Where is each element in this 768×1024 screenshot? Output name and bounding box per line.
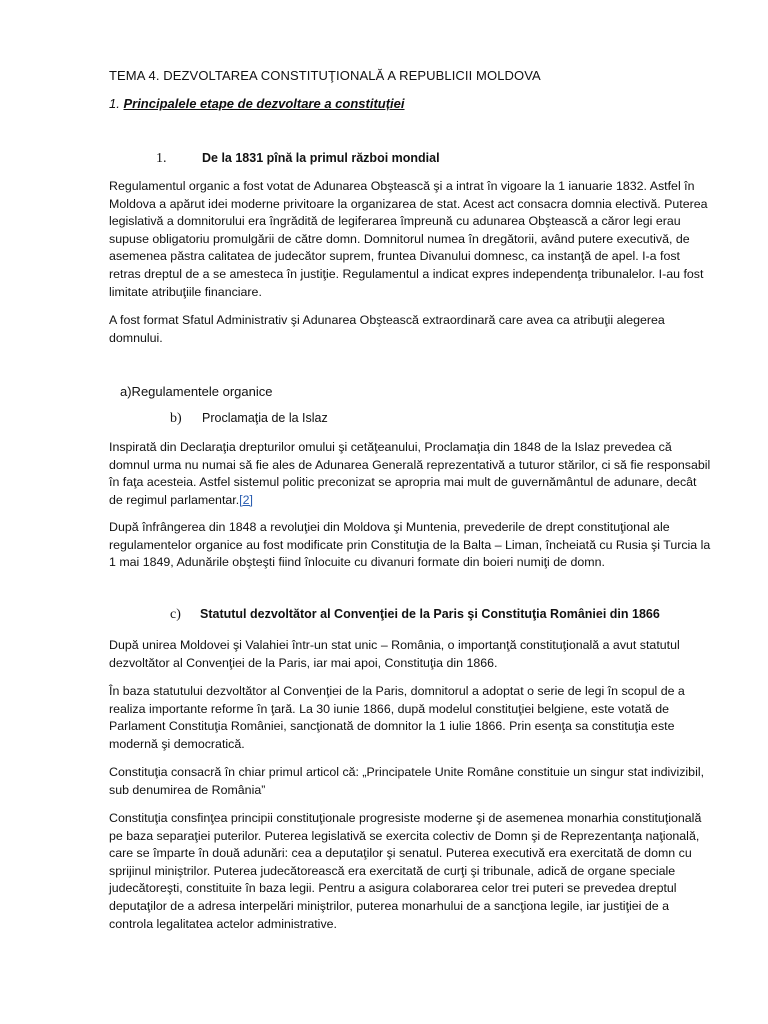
heading-a: a)Regulamentele organice: [120, 384, 273, 399]
paragraph-6: În baza statutului dezvoltător al Convenţiei de la Paris, domnitorul a adoptat o serie de legi în scopul de a realiza importante reforme în ţară. La 30 iunie 1866, după modelul constituţiei belgiene, este votată de Parlament Constituţia României, sancţionată de domnitor la 1 iulie 1866. Prin esenţa sa constituţia este modernă şi democratică.: [109, 684, 685, 751]
heading-c-text: Statutul dezvoltător al Convenţiei de la Paris şi Constituţia României din 1866: [200, 607, 660, 621]
heading-b-marker: b): [170, 411, 182, 426]
section-heading: [109, 96, 405, 111]
heading-c: [170, 607, 660, 623]
section-number: 1.: [109, 96, 120, 111]
heading-1-text: De la 1831 pînă la primul război mondial: [202, 151, 440, 165]
paragraph-7: Constituţia consacră în chiar primul articol că: „Principatele Unite Române constituie un singur stat indivizibil, sub denumirea de România”: [109, 765, 705, 797]
paragraph-2: A fost format Sfatul Administrativ şi Adunarea Obştească extraordinară care avea ca atribuţii alegerea domnului.: [109, 313, 665, 345]
paragraph-3: [109, 439, 713, 509]
paragraph-4: După înfrângerea din 1848 a revoluţiei din Moldova şi Muntenia, prevederile de drept constituţional ale regulamentelor organice au fost modificate prin Constituţia de la Balta – Liman, încheiată cu Rusia şi Turcia la 1 mai 1849, Adunările obşteşti fiind înlocuite cu divanuri formate din boieri numiţi de domn.: [109, 520, 711, 570]
section-title: Principalele etape de dezvoltare a constituției: [123, 96, 405, 111]
paragraph-1: Regulamentul organic a fost votat de Adunarea Obştească şi a intrat în vigoare la 1 ianuarie 1832. Astfel în Moldova a apărut idei moderne privitoare la organizarea de stat. Acest act consacra domnia electivă. Puterea legislativă a domnitorului era îngrădită de legiferarea împreună cu adunarea Obştească a căror legi erau supuse obligatoriu promulgării de către domn. Domnitorul numea în dregătorii, având putere executivă, de asemenea păstra calitatea de judecător suprem, fruntea Divanului domnesc, ca instanţă de apel. I-a fost retras dreptul de a se amesteca în justiţie. Regulamentul a indicat expres independenţa tribunalelor. I-au fost limitate atribuţiile financiare.: [109, 179, 708, 299]
paragraph-8: Constituţia consfinţea principii constituţionale progresiste moderne şi de asemenea monarhia constituţională pe baza separaţiei puterilor. Puterea legislativă se exercita colectiv de Domn şi de Reprezentanţa naţională, care se împarte în două adunări: cea a deputaţilor şi senatul. Puterea executivă era exercitată de domn cu sprijinul miniştrilor. Puterea judecătorească era exercitată de curţi şi tribunale, adică de organe speciale judecătoreşti, constituite în baza legii. Pentru a asigura colaborarea celor trei puteri se prevedea dreptul deputaţilor de a adresa interpelări miniştrilor, puterea monarhului de a sancţiona legile, iar justiţiei de a controla legalitatea actelor administrative.: [109, 811, 702, 931]
paragraph-5: După unirea Moldovei şi Valahiei într-un stat unic – România, o importanţă constituţională a avut statutul dezvoltător al Convenţiei de la Paris, iar mai apoi, Constituţia din 1866.: [109, 638, 680, 670]
paragraph-3-text: Inspirată din Declaraţia drepturilor omului şi cetăţeanului, Proclamaţia din 1848 de la Islaz prevedea că domnul urma nu numai să fie ales de Adunarea Generală reprezentativă a tuturor stărilor, ci să fie responsabil în faţa acesteia. Astfel sistemul politic preconizat se apropria mai mult de guvernământul de adunare, decât de regimul parlamentar.: [109, 440, 711, 507]
heading-1-marker: 1.: [156, 151, 167, 166]
heading-b: [170, 411, 328, 427]
document-title: TEMA 4. DEZVOLTAREA CONSTITUŢIONALĂ A REPUBLICII MOLDOVA: [109, 68, 541, 83]
heading-c-marker: c): [170, 607, 181, 622]
heading-1: [156, 151, 440, 167]
footnote-link[interactable]: [2]: [239, 492, 253, 507]
heading-b-text: Proclamaţia de la Islaz: [202, 411, 328, 425]
